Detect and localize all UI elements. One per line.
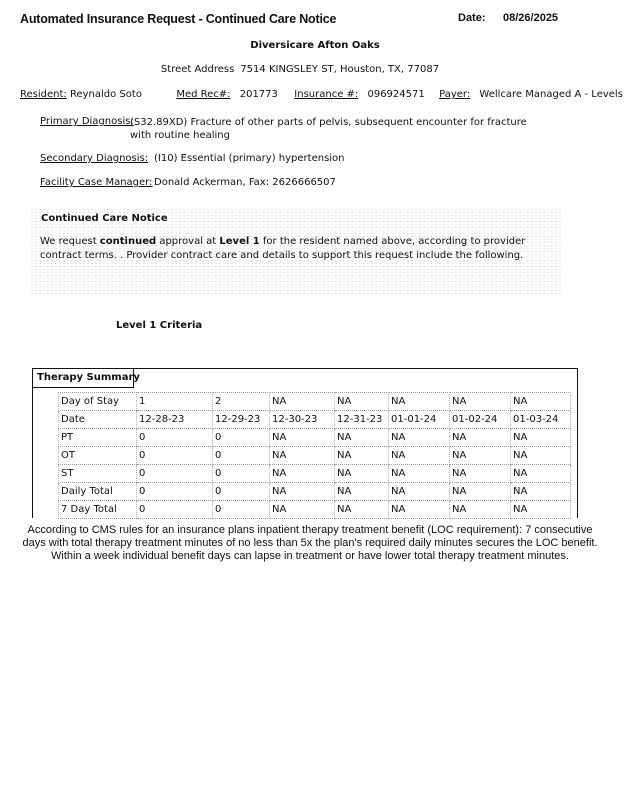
table-row <box>59 447 571 465</box>
table-cell: NA <box>511 447 571 465</box>
table-cell: 01-03-24 <box>511 411 571 429</box>
insurance-label: Insurance #: <box>294 89 359 100</box>
table-cell: NA <box>450 393 511 411</box>
facility-name: Diversicare Afton Oaks <box>250 40 380 51</box>
notice-bold-level: Level 1 <box>219 236 260 247</box>
table-cell: NA <box>270 465 335 483</box>
table-cell: 0 <box>213 501 270 519</box>
table-cell: NA <box>389 393 450 411</box>
table-cell: 12-29-23 <box>213 411 270 429</box>
med-rec-value: 201773 <box>239 89 278 100</box>
secondary-diagnosis-value: (I10) Essential (primary) hypertension <box>154 153 345 164</box>
date-label: Date: <box>458 12 486 24</box>
resident-info-line <box>20 89 623 100</box>
table-cell: NA <box>511 429 571 447</box>
row-header-cell: Day of Stay <box>59 393 137 411</box>
date-value: 08/26/2025 <box>503 12 559 24</box>
table-cell: NA <box>389 501 450 519</box>
table-cell: NA <box>270 393 335 411</box>
table-cell: 12-31-23 <box>335 411 389 429</box>
table-cell: 1 <box>137 393 213 411</box>
table-cell: NA <box>389 429 450 447</box>
document-title: Automated Insurance Request - Continued Care Notice <box>20 12 337 26</box>
table-cell: 0 <box>137 447 213 465</box>
case-manager-label: Facility Case Manager: <box>40 177 153 188</box>
therapy-table <box>58 392 571 519</box>
table-cell: 0 <box>213 447 270 465</box>
table-cell: 0 <box>213 429 270 447</box>
table-cell: 01-01-24 <box>389 411 450 429</box>
table-cell: 0 <box>137 429 213 447</box>
table-cell: NA <box>335 501 389 519</box>
row-header-cell: PT <box>59 429 137 447</box>
table-cell: NA <box>335 447 389 465</box>
table-cell: 12-30-23 <box>270 411 335 429</box>
table-cell: NA <box>270 447 335 465</box>
therapy-summary-title: Therapy Summary <box>37 372 140 383</box>
table-cell: NA <box>450 501 511 519</box>
table-cell: 2 <box>213 393 270 411</box>
resident-label: Resident: <box>20 89 67 100</box>
table-cell: NA <box>450 465 511 483</box>
table-cell: NA <box>335 483 389 501</box>
table-cell: NA <box>389 483 450 501</box>
cms-rules-text: According to CMS rules for an insurance plans inpatient therapy treatment benefit (LOC requirement): 7 consecutive days with total therapy treatment minutes of no less than 5x the plan's required daily minutes secures the LOC benefit. Within a week individual benefit days can lapse in treatment or have lower total therapy treatment minutes. <box>22 524 598 562</box>
table-cell: NA <box>511 483 571 501</box>
notice-text-3: for the resident named above, according to provider contract terms. . Provider contract care and details to support this request include the following. <box>40 236 526 261</box>
table-cell: NA <box>450 447 511 465</box>
table-cell: NA <box>335 465 389 483</box>
row-header-cell: Date <box>59 411 137 429</box>
resident-value: Reynaldo Soto <box>69 89 142 100</box>
table-cell: 0 <box>213 483 270 501</box>
row-header-cell: OT <box>59 447 137 465</box>
address-value: 7514 KINGSLEY ST, Houston, TX, 77087 <box>240 64 440 75</box>
table-cell: NA <box>335 429 389 447</box>
med-rec-label: Med Rec#: <box>176 89 231 100</box>
table-cell: NA <box>389 465 450 483</box>
row-header-cell: 7 Day Total <box>59 501 137 519</box>
criteria-label: Level 1 Criteria <box>116 320 203 331</box>
insurance-value: 096924571 <box>367 89 425 100</box>
primary-diagnosis-value: (S32.89XD) Fracture of other parts of pelvis, subsequent encounter for fracture with routine healing <box>130 117 527 141</box>
notice-body <box>40 235 540 263</box>
table-cell: NA <box>450 429 511 447</box>
table-cell: 01-02-24 <box>450 411 511 429</box>
case-manager-value: Donald Ackerman, Fax: 2626666507 <box>154 177 336 188</box>
notice-text-2: approval at <box>156 236 220 247</box>
facility-address <box>0 64 600 75</box>
secondary-diagnosis-label: Secondary Diagnosis: <box>40 153 149 164</box>
table-row <box>59 411 571 429</box>
table-cell: 0 <box>137 465 213 483</box>
table-row <box>59 501 571 519</box>
table-cell: NA <box>511 393 571 411</box>
table-cell: 0 <box>137 501 213 519</box>
table-cell: NA <box>335 393 389 411</box>
table-cell: NA <box>511 501 571 519</box>
primary-diagnosis-label: Primary Diagnosis: <box>40 116 134 127</box>
table-cell: NA <box>389 447 450 465</box>
table-cell: NA <box>270 483 335 501</box>
notice-text-1: We request <box>40 236 100 247</box>
notice-title: Continued Care Notice <box>41 213 168 224</box>
row-header-cell: ST <box>59 465 137 483</box>
table-cell: NA <box>270 429 335 447</box>
table-cell: 0 <box>137 483 213 501</box>
table-row <box>59 483 571 501</box>
table-cell: NA <box>270 501 335 519</box>
table-row <box>59 429 571 447</box>
payer-label: Payer: <box>439 89 471 100</box>
table-cell: 0 <box>213 465 270 483</box>
table-row <box>59 393 571 411</box>
notice-bold-continued: continued <box>99 236 157 247</box>
table-cell: NA <box>450 483 511 501</box>
table-row <box>59 465 571 483</box>
row-header-cell: Daily Total <box>59 483 137 501</box>
table-cell: 12-28-23 <box>137 411 213 429</box>
table-cell: NA <box>511 465 571 483</box>
payer-value: Wellcare Managed A - Levels <box>479 89 623 100</box>
address-label: Street Address <box>160 64 235 75</box>
